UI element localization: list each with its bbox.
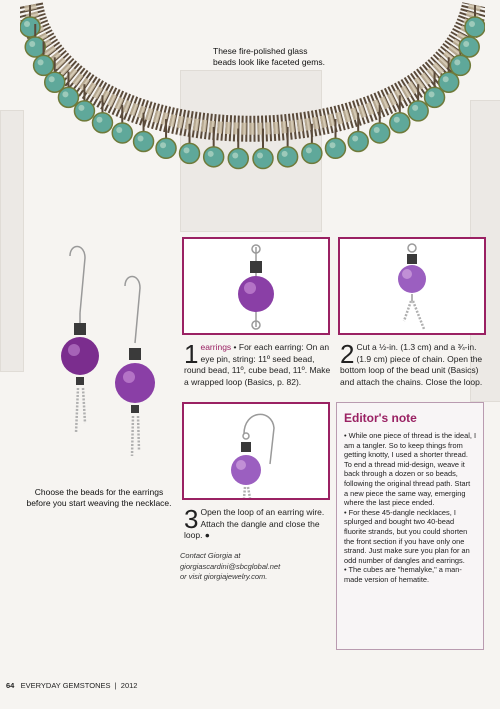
turquoise-bead — [439, 72, 459, 92]
editors-note-box — [336, 402, 484, 650]
bead-unit-chain-illustration — [340, 239, 484, 333]
contact-email[interactable]: giorgiascardini@sbcglobal.net — [180, 561, 281, 571]
bead-highlight — [96, 117, 102, 123]
step-2-text — [340, 339, 486, 388]
bead-highlight — [469, 21, 475, 27]
turquoise-bead — [465, 17, 485, 37]
contact-line-1: Contact Giorgia at — [180, 551, 241, 560]
bead-highlight — [24, 21, 30, 27]
bead-highlight — [184, 147, 190, 153]
turquoise-bead — [348, 131, 368, 151]
bead-highlight — [78, 105, 84, 111]
bead-highlight — [232, 153, 238, 159]
bead-highlight — [282, 151, 288, 157]
turquoise-bead — [74, 101, 94, 121]
step-1-lead: earrings — [200, 342, 232, 352]
turquoise-bead — [459, 37, 479, 57]
bead-highlight — [394, 117, 400, 123]
step-2-photo — [338, 237, 486, 335]
turquoise-bead — [390, 113, 410, 133]
bead-highlight — [443, 76, 449, 82]
bead-highlight — [463, 41, 469, 47]
step-3-text — [184, 504, 332, 542]
turquoise-bead — [204, 147, 224, 167]
bead-highlight — [49, 76, 55, 82]
turquoise-bead — [325, 138, 345, 158]
step-2-body: Cut a ½-in. (1.3 cm) and a ¾-in. (1.9 cm) piece of chain. Open the bottom loop of the bead unit (Basics) and attach the chains. Close the loop. — [340, 342, 483, 387]
earring-wire-illustration — [184, 404, 328, 498]
turquoise-bead — [25, 37, 45, 57]
turquoise-bead — [425, 87, 445, 107]
necklace-photo — [20, 0, 485, 225]
turquoise-bead — [408, 101, 428, 121]
necklace-caption: These fire-polished glass beads look like faceted gems. — [213, 46, 325, 67]
turquoise-bead — [92, 113, 112, 133]
turquoise-bead — [278, 147, 298, 167]
step-1-text — [184, 339, 332, 388]
step-3-body: Open the loop of an earring wire. Attach the dangle and close the loop. ● — [184, 507, 325, 540]
bead-highlight — [306, 147, 312, 153]
bead-highlight — [62, 91, 68, 97]
contact-website[interactable]: or visit giorgiajewelry.com. — [180, 572, 268, 581]
turquoise-bead — [253, 149, 273, 169]
publication-name: EVERYDAY GEMSTONES — [20, 681, 111, 690]
turquoise-bead — [370, 123, 390, 143]
bead-highlight — [429, 91, 435, 97]
editors-note-title: Editor's note — [344, 411, 417, 425]
editors-note-item: • While one piece of thread is the ideal, I am a tangler. So to keep things from getting knotty, I used a shorter thread. To end a thread mid-design, weave it back through a dozen or so beads, following the original thread path. Start a new piece the same way, emerging where the last piece ended. — [344, 431, 476, 508]
turquoise-bead — [20, 17, 40, 37]
bead-highlight — [208, 151, 214, 157]
turquoise-bead — [450, 55, 470, 75]
bead-highlight — [29, 41, 35, 47]
page-number: 64 — [6, 681, 15, 690]
bead-highlight — [257, 153, 263, 159]
turquoise-bead — [302, 143, 322, 163]
turquoise-bead — [112, 123, 132, 143]
turquoise-bead — [156, 138, 176, 158]
editors-note-item: • The cubes are "hemalyke," a man-made version of hematite. — [344, 565, 462, 584]
bead-highlight — [138, 135, 144, 141]
earrings-photo — [40, 238, 160, 458]
step-1-photo — [182, 237, 330, 335]
publication-year: 2012 — [120, 681, 138, 690]
step-3-photo — [182, 402, 330, 500]
step-1-body: • For each earring: On an eye pin, string: 11º seed bead, round bead, 11º, cube bead, 11º. Make a wrapped loop (Basics, p. 82). — [184, 342, 331, 387]
turquoise-bead — [134, 131, 154, 151]
turquoise-bead — [228, 149, 248, 169]
page-footer: 64 EVERYDAY GEMSTONES | 2012 — [6, 681, 138, 690]
designer-contact — [180, 551, 330, 583]
eye-pin-bead-unit-illustration — [184, 239, 328, 333]
turquoise-bead — [58, 87, 78, 107]
step-1-number: 1 — [184, 339, 199, 369]
earrings-caption: Choose the beads for the earrings before you start weaving the necklace. — [26, 487, 172, 508]
bead-highlight — [374, 127, 380, 133]
bead-highlight — [329, 142, 335, 148]
step-3-number: 3 — [184, 504, 199, 534]
turquoise-bead — [180, 143, 200, 163]
step-2-number: 2 — [340, 339, 355, 369]
bead-highlight — [38, 59, 44, 65]
editors-note-item: • For these 45-dangle necklaces, I splurged and bought two 40-bead fluorite strands, but you could shorten the front section if you have only one strand. Just make sure you plan for an odd number of dangles and earrings. — [344, 507, 470, 565]
bead-highlight — [352, 135, 358, 141]
bead-highlight — [160, 142, 166, 148]
bead-highlight — [116, 127, 122, 133]
bead-highlight — [412, 105, 418, 111]
bead-highlight — [454, 59, 460, 65]
